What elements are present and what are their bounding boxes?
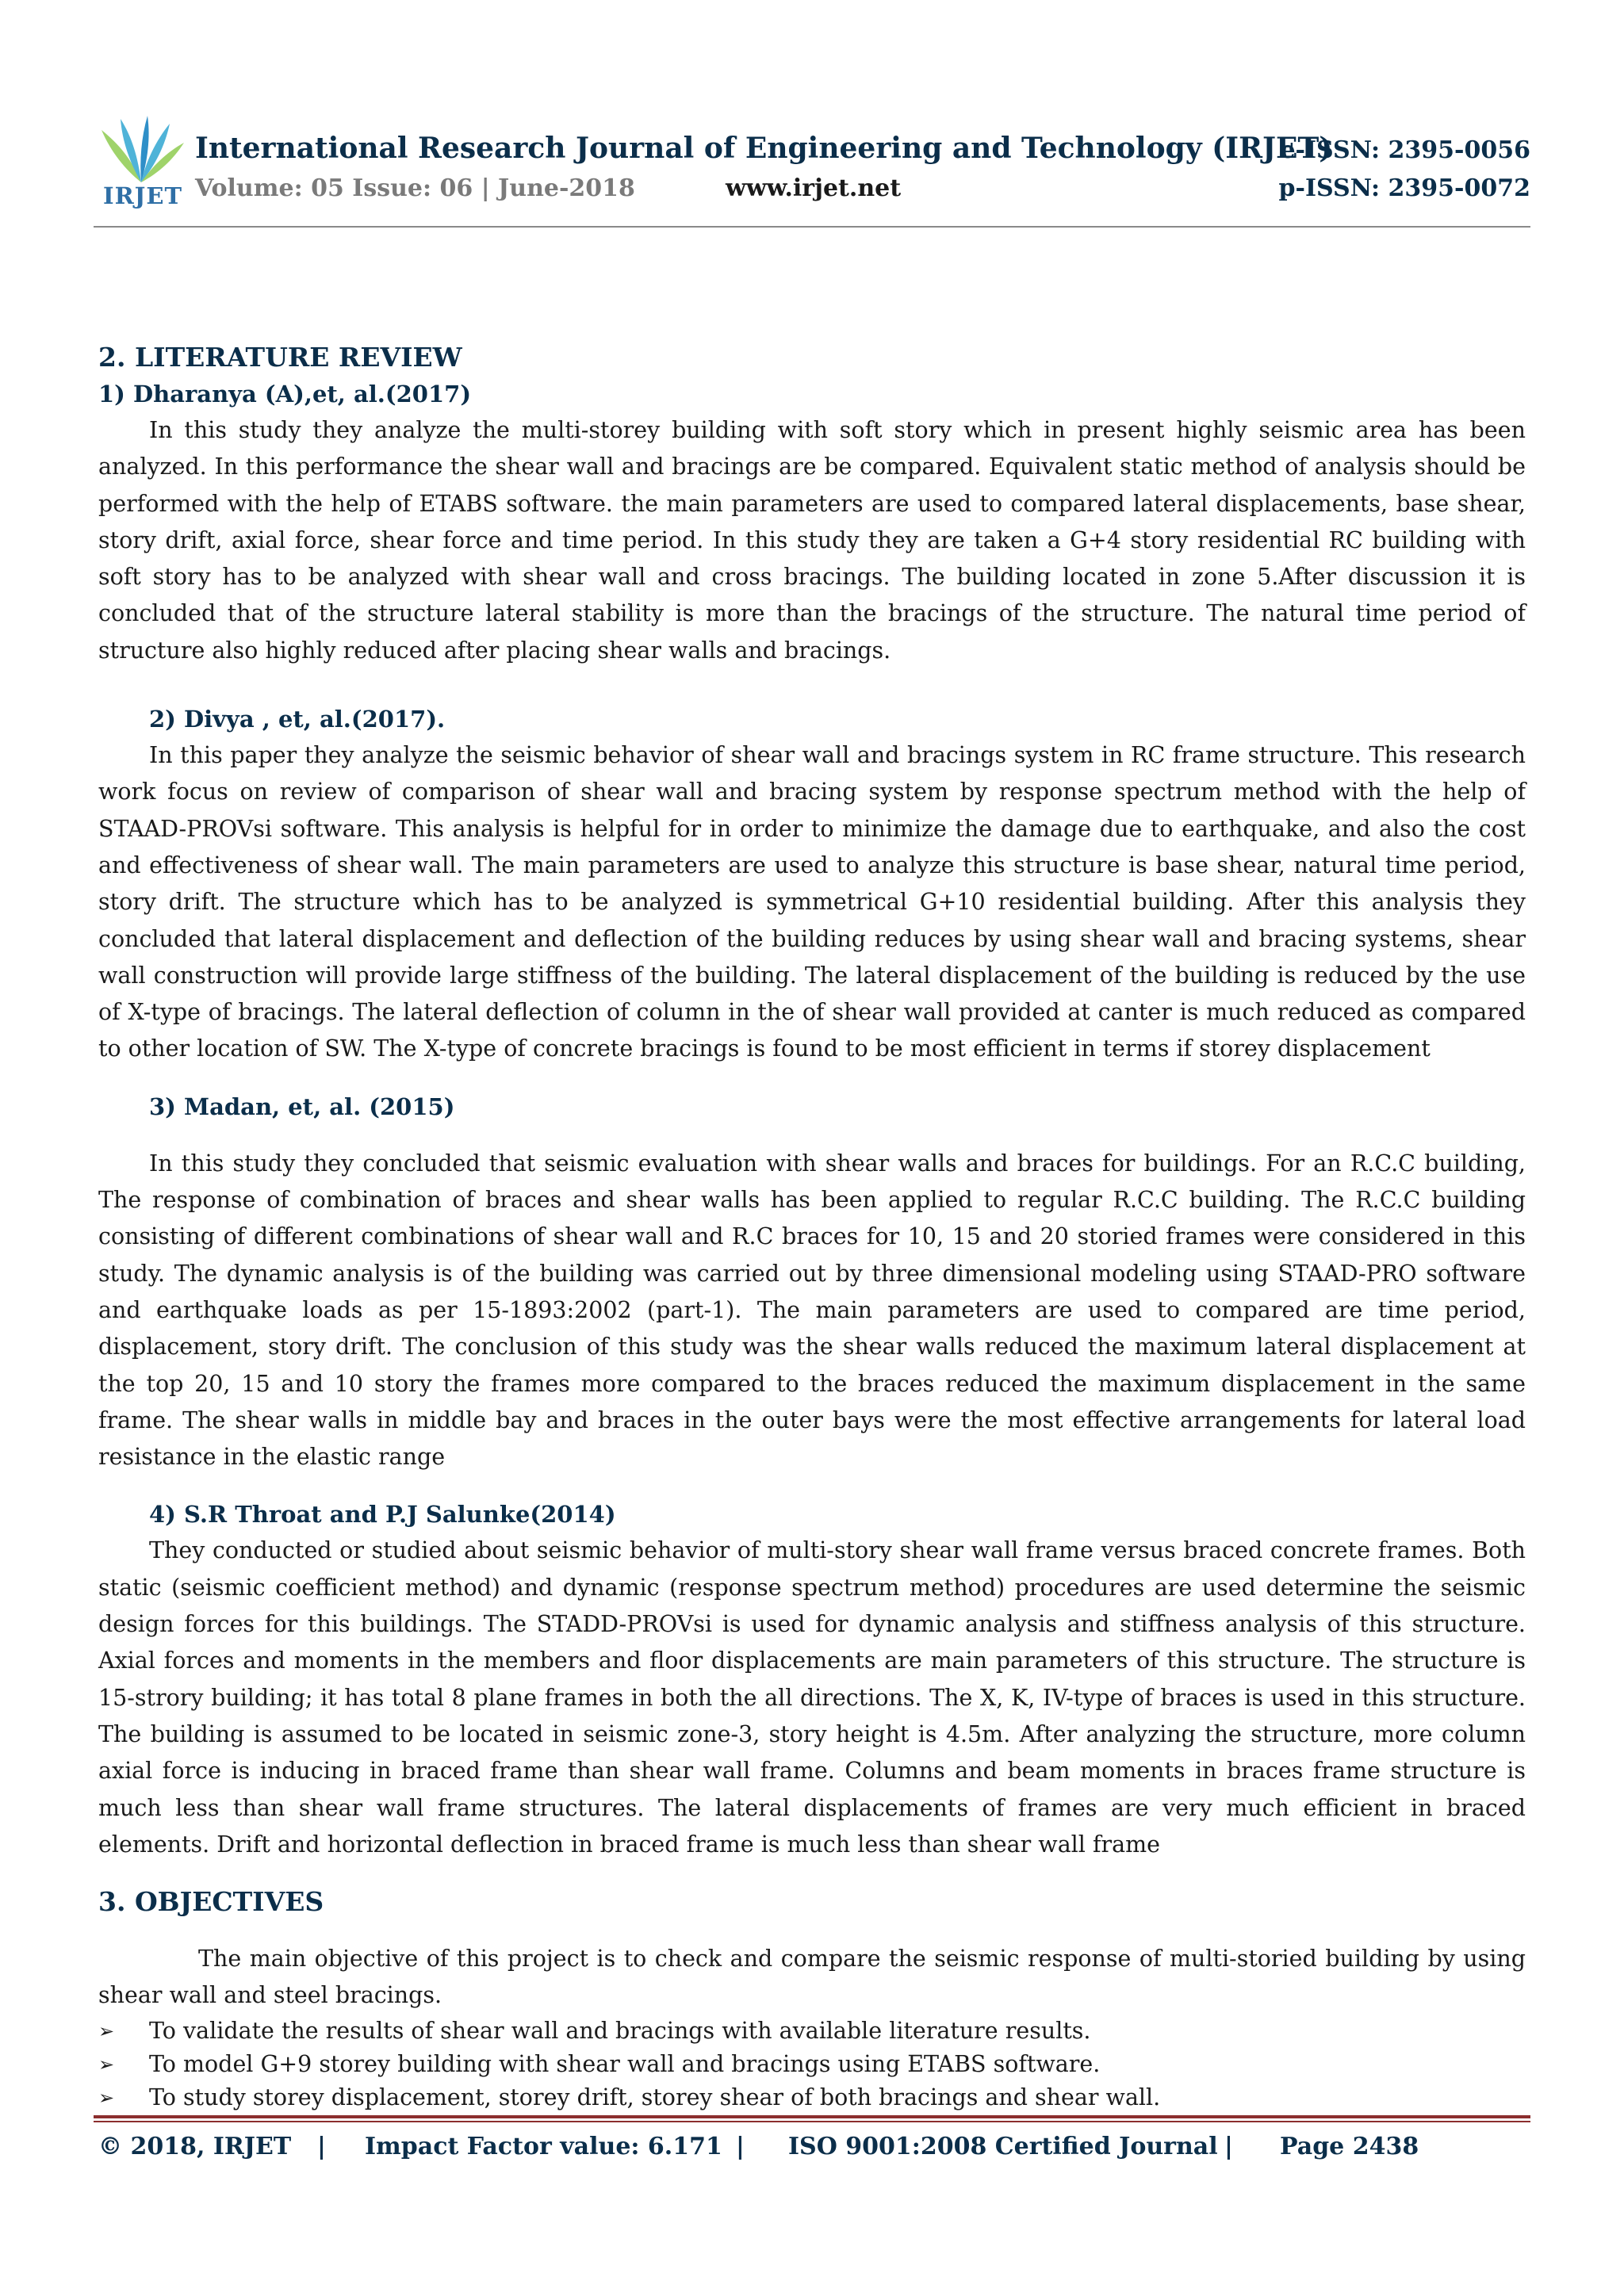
objective-text: To validate the results of shear wall and bracings with available literature results. (149, 2017, 1091, 2044)
journal-title: International Research Journal of Engineering and Technology (IRJET) (195, 132, 1333, 165)
arrow-bullet-icon: ➢ (98, 2019, 115, 2042)
objective-text: To study storey displacement, storey drift, storey shear of both bracings and shear wall. (149, 2084, 1161, 2110)
footer-iso: ISO 9001:2008 Certified Journal (788, 2133, 1218, 2160)
review-item-body: In this study they analyze the multi-storey building with soft story which in present highly seismic area has been analyzed. In this performance the shear wall and bracings are be compared. Equivalent static method of analysis should be performed with the help of ETABS software. the main parameters are used to compared lateral displacements, base shear, story drift, axial force, shear force and time period. In this study they are taken a G+4 story residential RC building with soft story has to be analyzed with shear wall and cross bracings. The building located in zone 5.After discussion it is concluded that of the structure lateral stability is more than the bracings of the structure. The natural time period of structure also highly reduced after placing shear walls and bracings. (98, 417, 1526, 664)
footer-copyright: © 2018, IRJET (98, 2133, 292, 2160)
p-issn: p-ISSN: 2395-0072 (1278, 174, 1530, 202)
page-footer (98, 2133, 1526, 2172)
header-divider (94, 226, 1530, 228)
irjet-logo (94, 114, 189, 217)
list-item (98, 2015, 1526, 2048)
arrow-bullet-icon: ➢ (98, 2053, 115, 2076)
footer-separator: | (736, 2133, 745, 2160)
review-item-title: 1) Dharanya (A),et, al.(2017) (98, 381, 472, 408)
irjet-logo-icon (94, 114, 189, 186)
review-item-title: 3) Madan, et, al. (2015) (149, 1093, 455, 1120)
review-item-body: In this paper they analyze the seismic behavior of shear wall and bracings system in RC frame structure. This research work focus on review of comparison of shear wall and bracing system by response spectrum method with the help of STAAD-PROVsi software. This analysis is helpful for in order to minimize the damage due to earthquake, and also the cost and effectiveness of shear wall. The main parameters are used to analyze this structure is base shear, natural time period, story drift. The structure which has to be analyzed is symmetrical G+10 residential building. After this analysis they concluded that lateral displacement and deflection of the building reduces by using shear wall and bracing systems, shear wall construction will provide large stiffness of the building. The lateral displacement of the building is reduced by the use of X-type of bracings. The lateral deflection of column in the of shear wall provided at canter is much reduced as compared to other location of SW. The X-type of concrete bracings is found to be most efficient in terms if storey displacement (98, 742, 1526, 1062)
article-body (98, 339, 1526, 2114)
volume-issue: Volume: 05 Issue: 06 | June-2018 (195, 174, 635, 202)
footer-impact-factor: Impact Factor value: 6.171 (365, 2133, 722, 2160)
list-item (98, 2048, 1526, 2081)
footer-page-number: Page 2438 (1280, 2133, 1419, 2160)
e-issn: e-ISSN: 2395-0056 (1280, 136, 1530, 164)
journal-header (94, 111, 1530, 230)
footer-separator: | (317, 2133, 326, 2160)
logo-text: IRJET (103, 182, 183, 209)
review-item-body: In this study they concluded that seismic evaluation with shear walls and braces for buildings. For an R.C.C building, The response of combination of braces and shear walls has been applied to regular R.C.C building. The R.C.C building consisting of different combinations of shear wall and R.C braces for 10, 15 and 20 storied frames were considered in this study. The dynamic analysis is of the building was carried out by three dimensional modeling using STAAD-PRO software and earthquake loads as per 15-1893:2002 (part-1). The main parameters are used to compared are time period, displacement, story drift. The conclusion of this study was the shear walls reduced the maximum lateral displacement at the top 20, 15 and 10 story the frames more compared to the braces reduced the maximum displacement in the same frame. The shear walls in middle bay and braces in the outer bays were the most effective arrangements for lateral load resistance in the elastic range (98, 1150, 1526, 1471)
objectives-list (98, 2015, 1526, 2114)
footer-divider-thin (94, 2121, 1530, 2122)
objective-text: To model G+9 storey building with shear wall and bracings using ETABS software. (149, 2050, 1101, 2077)
arrow-bullet-icon: ➢ (98, 2086, 115, 2109)
section-heading-objectives: 3. OBJECTIVES (98, 1886, 324, 1918)
footer-divider (94, 2115, 1530, 2118)
section-heading-literature-review: 2. LITERATURE REVIEW (98, 342, 462, 373)
objectives-intro: The main objective of this project is to check and compare the seismic response of multi-storied building by using shear wall and steel bracings. (98, 1946, 1526, 2009)
review-item-title: 2) Divya , et, al.(2017). (149, 706, 446, 733)
list-item (98, 2081, 1526, 2114)
journal-website[interactable]: www.irjet.net (726, 174, 902, 202)
footer-separator: | (1224, 2133, 1233, 2160)
review-item-body: They conducted or studied about seismic behavior of multi-story shear wall frame versus braced concrete frames. Both static (seismic coefficient method) and dynamic (response spectrum method) procedures are used determine the seismic design forces for this buildings. The STADD-PROVsi is used for dynamic analysis and stiffness analysis of this structure. Axial forces and moments in the members and floor displacements are main parameters of this structure. The structure is 15-strory building; it has total 8 plane frames in both the all directions. The X, K, IV-type of braces is used in this structure. The building is assumed to be located in seismic zone-3, story height is 4.5m. After analyzing the structure, more column axial force is inducing in braced frame than shear wall frame. Columns and beam moments in braces frame structure is much less than shear wall frame structures. The lateral displacements of frames are very much efficient in braced elements. Drift and horizontal deflection in braced frame is much less than shear wall frame (98, 1537, 1526, 1858)
review-item-title: 4) S.R Throat and P.J Salunke(2014) (149, 1501, 616, 1529)
